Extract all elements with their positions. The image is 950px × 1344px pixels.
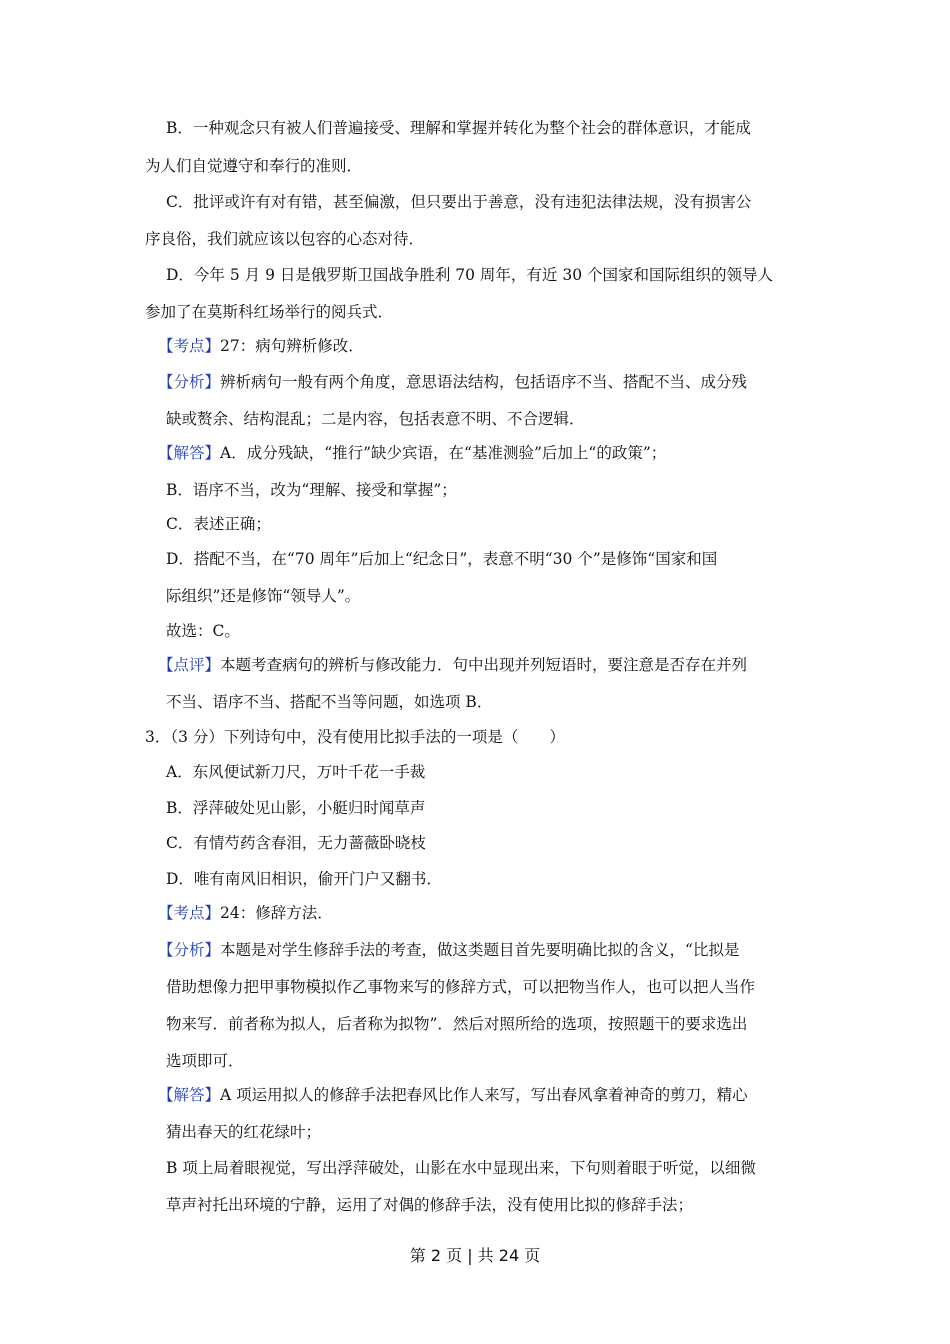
q3-jieda-line-3: B 项上局着眼视觉，写出浮萍破处，山影在水中显现出来，下句则着眼于听觉，以细微 — [166, 1159, 756, 1177]
option-c-line-1: C．批评或许有对有错，甚至偏激，但只要出于善意，没有违犯法律法规，没有损害公 — [166, 193, 752, 211]
jieda-line-d2: 际组织”还是修饰“领导人”。 — [166, 587, 361, 605]
option-b-line-1: B．一种观念只有被人们普遍接受、理解和掌握并转化为整个社会的群体意识，才能成 — [166, 119, 751, 137]
fenxi-text: 辨析病句一般有两个角度，意思语法结构，包括语序不当、搭配不当、成分残 — [220, 373, 748, 391]
q3-option-a: A．东风便试新刀尺，万叶千花一手裁 — [166, 763, 426, 781]
page-footer: 第 2 页 | 共 24 页 — [409, 1246, 541, 1265]
q3-kaodian-tag: 【考点】 — [158, 904, 221, 922]
jieda-line-c: C．表述正确； — [166, 515, 271, 533]
q3-fenxi-tag: 【分析】 — [158, 941, 221, 959]
q3-fenxi-line-4: 选项即可． — [166, 1052, 244, 1070]
option-d-line-2: 参加了在莫斯科红场举行的阅兵式． — [145, 303, 394, 321]
q3-option-d: D．唯有南风旧相识，偷开门户又翻书． — [166, 870, 442, 888]
dianping-line-1 — [158, 655, 747, 675]
fenxi-line-1 — [158, 372, 747, 392]
q3-option-c: C．有情芍药含春泪，无力蔷薇卧晓枝 — [166, 834, 426, 852]
q3-jieda-tag: 【解答】 — [158, 1086, 221, 1104]
q3-jieda-text: A 项运用拟人的修辞手法把春风比作人来写，写出春风拿着神奇的剪刀，精心 — [220, 1086, 748, 1104]
answer-line: 故选：C。 — [166, 622, 240, 640]
q3-fenxi-line-1 — [158, 940, 739, 960]
option-d-line-1: D．今年 5 月 9 日是俄罗斯卫国战争胜利 70 周年，有近 30 个国家和国际组织的领导人 — [166, 266, 774, 284]
jieda-text: A．成分残缺，“推行”缺少宾语，在“基准测验”后加上“的政策”； — [220, 444, 667, 462]
q3-fenxi-line-2: 借助想像力把甲事物模拟作乙事物来写的修辞方式，可以把物当作人，也可以把人当作 — [166, 978, 756, 996]
kaodian-tag: 【考点】 — [158, 337, 221, 355]
q3-jieda-line-1 — [158, 1085, 748, 1105]
dianping-line-2: 不当、语序不当、搭配不当等问题，如选项 B． — [166, 693, 493, 711]
q3-jieda-line-2: 猜出春天的红花绿叶； — [166, 1123, 322, 1141]
option-c-line-2: 序良俗，我们就应该以包容的心态对待． — [145, 230, 425, 248]
dianping-text: 本题考查病句的辨析与修改能力．句中出现并列短语时，要注意是否存在并列 — [220, 656, 748, 674]
dianping-tag: 【点评】 — [158, 656, 221, 674]
fenxi-tag: 【分析】 — [158, 373, 221, 391]
kaodian-line — [158, 336, 364, 356]
jieda-line-1 — [158, 443, 666, 463]
q3-kaodian-line — [158, 903, 333, 923]
q3-option-b: B．浮萍破处见山影，小艇归时闻草声 — [166, 799, 426, 817]
fenxi-line-2: 缺或赘余、结构混乱；二是内容，包括表意不明、不合逻辑． — [166, 410, 585, 428]
question-3: 3．（3 分）下列诗句中，没有使用比拟手法的一项是（ ） — [145, 728, 565, 746]
jieda-tag: 【解答】 — [158, 444, 221, 462]
q3-kaodian-text: 24：修辞方法． — [220, 904, 333, 922]
q3-fenxi-text: 本题是对学生修辞手法的考查，做这类题目首先要明确比拟的含义，“比拟是 — [220, 941, 740, 959]
jieda-line-b: B．语序不当，改为“理解、接受和掌握”； — [166, 481, 457, 499]
option-b-line-2: 为人们自觉遵守和奉行的准则． — [145, 157, 363, 175]
q3-fenxi-line-3: 物来写．前者称为拟人，后者称为拟物”．然后对照所给的选项，按照题干的要求选出 — [166, 1015, 748, 1033]
kaodian-text: 27：病句辨析修改． — [220, 337, 364, 355]
q3-jieda-line-4: 草声衬托出环境的宁静，运用了对偶的修辞手法，没有使用比拟的修辞手法； — [166, 1196, 694, 1214]
jieda-line-d1: D．搭配不当，在“70 周年”后加上“纪念日”，表意不明“30 个”是修饰“国家和国 — [166, 550, 718, 568]
